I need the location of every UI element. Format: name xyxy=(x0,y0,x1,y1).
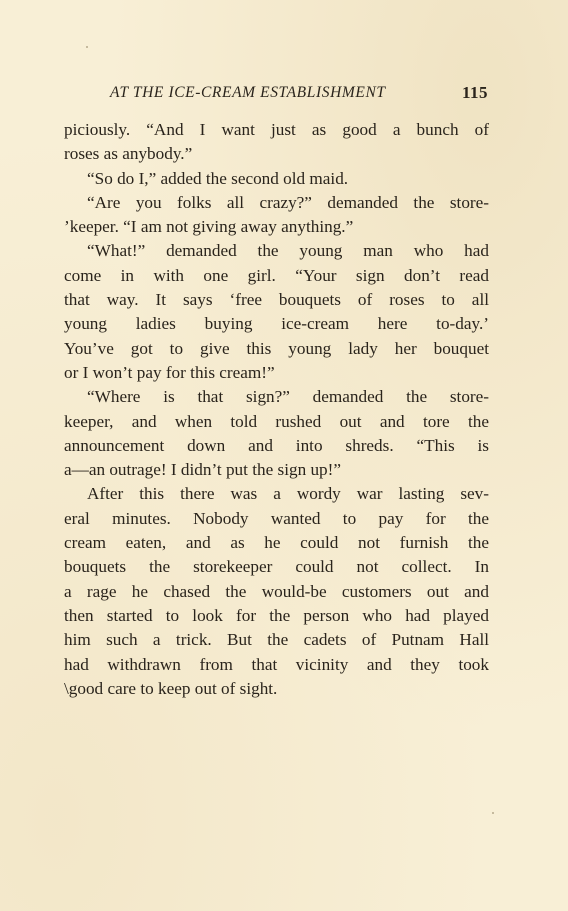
text-line: “Where is that sign?” demanded the store- xyxy=(87,387,489,407)
paper-speck xyxy=(492,812,494,814)
text-line: “So do I,” added the second old maid. xyxy=(87,168,349,188)
text-line: keeper, and when told rushed out and tore the xyxy=(64,411,489,431)
text-line: eral minutes. Nobody wanted to pay for the xyxy=(64,508,489,528)
text-line: come in with one girl. “Your sign don’t read xyxy=(64,265,489,285)
text-line: announcement down and into shreds. “This is xyxy=(64,435,489,455)
text-line: had withdrawn from that vicinity and they took xyxy=(64,654,489,674)
text-line: You’ve got to give this young lady her bouquet xyxy=(64,338,489,358)
text-line: that way. It says ‘free bouquets of roses to all xyxy=(64,290,489,310)
text-line: roses as anybody.” xyxy=(64,144,193,164)
text-line: or I won’t pay for this cream!” xyxy=(64,362,275,382)
text-line: “Are you folks all crazy?” demanded the store- xyxy=(87,192,489,212)
text-line: then started to look for the person who had played xyxy=(64,605,489,625)
text-line: \good care to keep out of sight. xyxy=(64,678,278,698)
text-line: a rage he chased the would-be customers out and xyxy=(64,581,489,601)
body-text xyxy=(64,118,489,701)
page-number: 115 xyxy=(461,83,488,102)
text-line: cream eaten, and as he could not furnish the xyxy=(64,533,489,553)
paper-speck xyxy=(86,46,88,48)
text-line: bouquets the storekeeper could not collect. In xyxy=(64,557,489,577)
text-line: young ladies buying ice-cream here to-day.’ xyxy=(64,314,489,334)
text-line: a—an outrage! I didn’t put the sign up!” xyxy=(64,460,341,480)
text-line: him such a trick. But the cadets of Putnam Hall xyxy=(64,630,489,650)
running-head: AT THE ICE-CREAM ESTABLISHMENT xyxy=(110,84,386,101)
text-line: After this there was a wordy war lasting sev- xyxy=(87,484,489,504)
text-line: piciously. “And I want just as good a bunch of xyxy=(64,120,489,139)
page-header xyxy=(64,82,488,108)
text-line: ’keeper. “I am not giving away anything.” xyxy=(64,217,354,237)
text-line: “What!” demanded the young man who had xyxy=(87,241,489,261)
